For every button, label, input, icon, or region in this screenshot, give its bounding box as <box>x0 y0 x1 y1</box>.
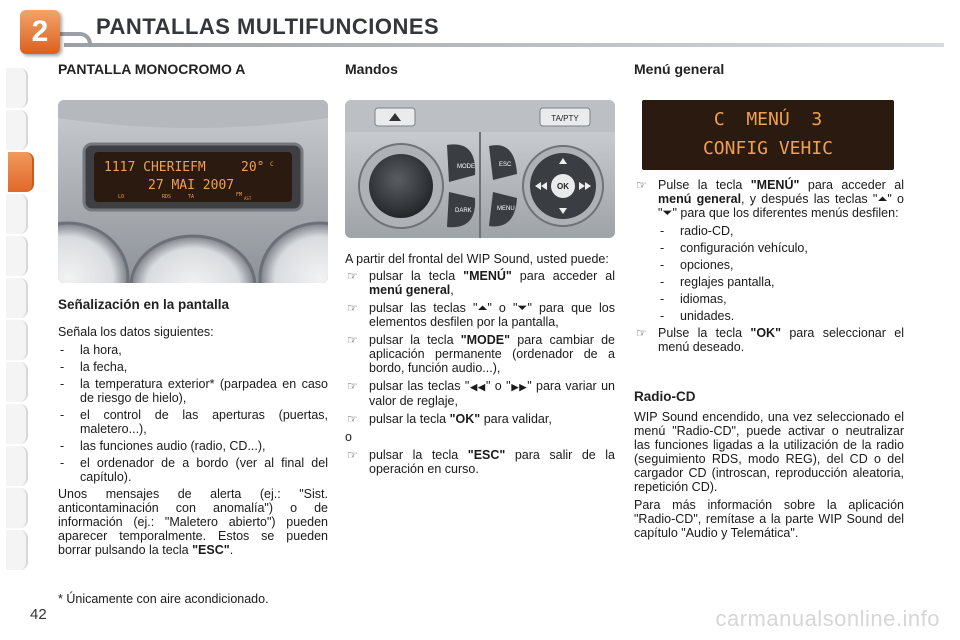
controls-intro: A partir del frontal del WIP Sound, usted puede: <box>345 252 609 266</box>
forward-icon: ▶▶ <box>510 382 528 392</box>
lcd-line1-left: 1117 CHERIEFM <box>104 160 206 175</box>
chapter-tab[interactable] <box>6 404 28 444</box>
subsection-title: Radio-CD <box>634 389 696 404</box>
signals-list <box>58 343 328 484</box>
chapter-tab[interactable] <box>6 446 28 486</box>
ok-label: OK <box>557 182 569 191</box>
controls-instructions <box>345 252 615 480</box>
menu-display-line1: C MENÚ 3 <box>713 109 823 130</box>
radio-cd-section <box>634 390 904 540</box>
pointing-hand-icon: ☞ <box>347 269 358 283</box>
menu-display-image <box>642 100 894 170</box>
list-item <box>345 301 615 329</box>
dashboard-display-image <box>58 100 328 283</box>
text: " para que los elementos desfilen por la pantalla, <box>369 301 615 329</box>
column-monochrome-display <box>58 62 328 76</box>
list-item: - la fecha, <box>58 360 328 374</box>
text: , <box>450 283 454 297</box>
menu-item: - opciones, <box>658 258 904 272</box>
intro-text: Señala los datos siguientes: <box>58 325 214 339</box>
rewind-icon: ◀◀ <box>469 382 486 392</box>
chapter-tab[interactable] <box>6 194 28 234</box>
section-title: PANTALLA MONOCROMO A <box>58 61 246 77</box>
chapter-tab-strip <box>0 68 30 578</box>
chapter-tab[interactable] <box>6 530 28 570</box>
text: Pulse la tecla <box>658 178 751 192</box>
chapter-tab[interactable] <box>6 320 28 360</box>
menu-item: - unidades. <box>658 309 904 323</box>
pointing-hand-icon: ☞ <box>347 448 358 462</box>
esc-key-label: "ESC" <box>467 448 506 462</box>
text: pulsar las teclas " <box>369 301 478 315</box>
text: para salir de la operación en curso. <box>369 448 615 476</box>
text: para seleccionar el menú deseado. <box>658 326 904 354</box>
lcd-line2: 27 MAI 2007 <box>148 178 235 193</box>
chapter-tab[interactable] <box>6 488 28 528</box>
paragraph-text: Unos mensajes de alerta (ej.: "Sist. anticontaminación con anomalía") o de información (ej.: "Maletero abierto") pueden aparecer temporalmente. Estos se pueden borrar pulsando la tecla <box>58 487 328 557</box>
list-item <box>345 269 615 297</box>
lcd-line1-right: 20° <box>241 160 265 175</box>
watermark: carmanualsonline.info <box>715 606 940 631</box>
text: para cambiar de aplicación permanente (ordenador de a bordo, función audio...), <box>369 333 615 375</box>
list-item: - la temperatura exterior* (parpadea en caso de riesgo de hielo), <box>58 377 328 405</box>
text: para acceder al <box>511 269 615 283</box>
display-signals-section <box>58 298 328 557</box>
down-arrow-icon: ⏷ <box>662 206 673 220</box>
pointing-hand-icon: ☞ <box>636 178 647 192</box>
lcd-indicator-rds: RDS <box>162 194 172 200</box>
chapter-tab[interactable] <box>6 68 28 108</box>
text: " o " <box>658 192 904 220</box>
list-item: - la hora, <box>58 343 328 357</box>
list-item: - el control de las aperturas (puertas, maletero...), <box>58 408 328 436</box>
dashboard-illustration <box>58 100 328 283</box>
menu-display-illustration <box>642 100 894 170</box>
subsection-title: Señalización en la pantalla <box>58 297 230 312</box>
ok-key-label: "OK" <box>750 326 782 340</box>
menu-key-label: "MENÚ" <box>463 269 512 283</box>
radio-cd-paragraph: WIP Sound encendido, una vez seleccionado el menú "Radio-CD", puede activar o neutralizar las funciones ligadas a la utilización de la radio (seguimiento RDS, modo REG), del CD o del cargador CD (introscan, reproducción aleatoria, repetición CD). <box>634 410 904 494</box>
text: " para variar un valor de reglaje, <box>369 379 615 408</box>
radio-cd-reference: Para más información sobre la aplicación "Radio-CD", remítase a la parte WIP Sound del capítulo "Audio y Telemática". <box>634 498 904 540</box>
pointing-hand-icon: ☞ <box>347 412 358 426</box>
section-title: Mandos <box>345 61 398 77</box>
text: pulsar las teclas " <box>369 379 470 393</box>
chapter-tab[interactable] <box>6 278 28 318</box>
up-arrow-icon: ⏶ <box>477 301 488 315</box>
general-menu-instructions <box>634 178 904 358</box>
menu-steps-select <box>634 326 904 354</box>
text: para acceder al <box>799 178 904 192</box>
text: " para que los diferentes menús desfilen: <box>672 206 899 220</box>
text: , y después las teclas " <box>741 192 878 206</box>
pointing-hand-icon: ☞ <box>347 379 358 393</box>
text: " o " <box>485 379 511 393</box>
lcd-indicator-lo: LO <box>118 194 125 200</box>
text: pulsar la tecla <box>369 333 461 347</box>
dark-label: DARK <box>455 208 472 214</box>
section-title: Menú general <box>634 61 725 77</box>
alert-messages-paragraph <box>58 487 328 557</box>
menu-label: MENU <box>497 206 515 212</box>
control-panel-illustration <box>345 100 615 238</box>
lcd-indicator-ta: TA <box>188 194 195 200</box>
or-text: o <box>345 430 352 444</box>
mode-key-label: "MODE" <box>460 333 511 347</box>
column-general-menu <box>634 62 904 76</box>
menu-item: - reglajes pantalla, <box>658 275 904 289</box>
text: pulsar la tecla <box>369 412 450 426</box>
down-arrow-icon: ⏷ <box>517 301 528 315</box>
text: Pulse la tecla <box>658 326 751 340</box>
ta-pty-label: TA/PTY <box>551 114 579 123</box>
volume-knob[interactable] <box>369 154 433 218</box>
list-item <box>345 448 615 476</box>
page-number: 42 <box>30 606 47 623</box>
general-menu-label: menú general <box>369 283 451 297</box>
text: pulsar la tecla <box>369 269 464 283</box>
column-controls <box>345 62 615 76</box>
esc-label: ESC <box>499 162 512 168</box>
menu-steps <box>634 178 904 220</box>
list-item <box>345 412 615 426</box>
chapter-tab[interactable] <box>6 110 28 150</box>
esc-key-label: "ESC" <box>192 543 230 557</box>
list-item: - el ordenador de a bordo (ver al final del capítulo). <box>58 456 328 484</box>
list-item <box>634 178 904 220</box>
lcd-indicator-fm: FM <box>236 192 243 198</box>
footnote: * Únicamente con aire acondicionado. <box>58 592 269 606</box>
list-item <box>634 326 904 354</box>
menu-key-label: "MENÚ" <box>750 178 800 192</box>
text: para validar, <box>480 412 552 426</box>
paragraph-end: . <box>229 543 234 557</box>
page-title: PANTALLAS MULTIFUNCIONES <box>96 14 440 39</box>
menu-item: - idiomas, <box>658 292 904 306</box>
lcd-indicator-ast: AST <box>244 196 252 201</box>
control-panel-image <box>345 100 615 238</box>
controls-list-alt <box>345 448 615 476</box>
list-item <box>345 379 615 408</box>
text: pulsar la tecla <box>369 448 468 462</box>
pointing-hand-icon: ☞ <box>347 301 358 315</box>
mode-label: MODE <box>457 164 475 170</box>
pointing-hand-icon: ☞ <box>347 333 358 347</box>
menu-items-list <box>658 224 904 323</box>
chapter-tab-active[interactable] <box>8 152 34 192</box>
menu-display-line2: CONFIG VEHIC <box>702 138 834 159</box>
pointing-hand-icon: ☞ <box>636 326 647 340</box>
list-item: - las funciones audio (radio, CD...), <box>58 439 328 453</box>
up-arrow-icon: ⏶ <box>877 192 888 206</box>
chapter-tab[interactable] <box>6 236 28 276</box>
ok-key-label: "OK" <box>449 412 481 426</box>
lcd-temp-unit: C <box>270 161 274 168</box>
chapter-tab[interactable] <box>6 362 28 402</box>
menu-item: - configuración vehículo, <box>658 241 904 255</box>
text: " o " <box>487 301 518 315</box>
general-menu-label: menú general <box>658 192 742 206</box>
chapter-number-badge: 2 <box>20 10 60 54</box>
list-item <box>345 333 615 375</box>
header-rule <box>64 43 944 47</box>
controls-list <box>345 269 615 426</box>
menu-item: - radio-CD, <box>658 224 904 238</box>
